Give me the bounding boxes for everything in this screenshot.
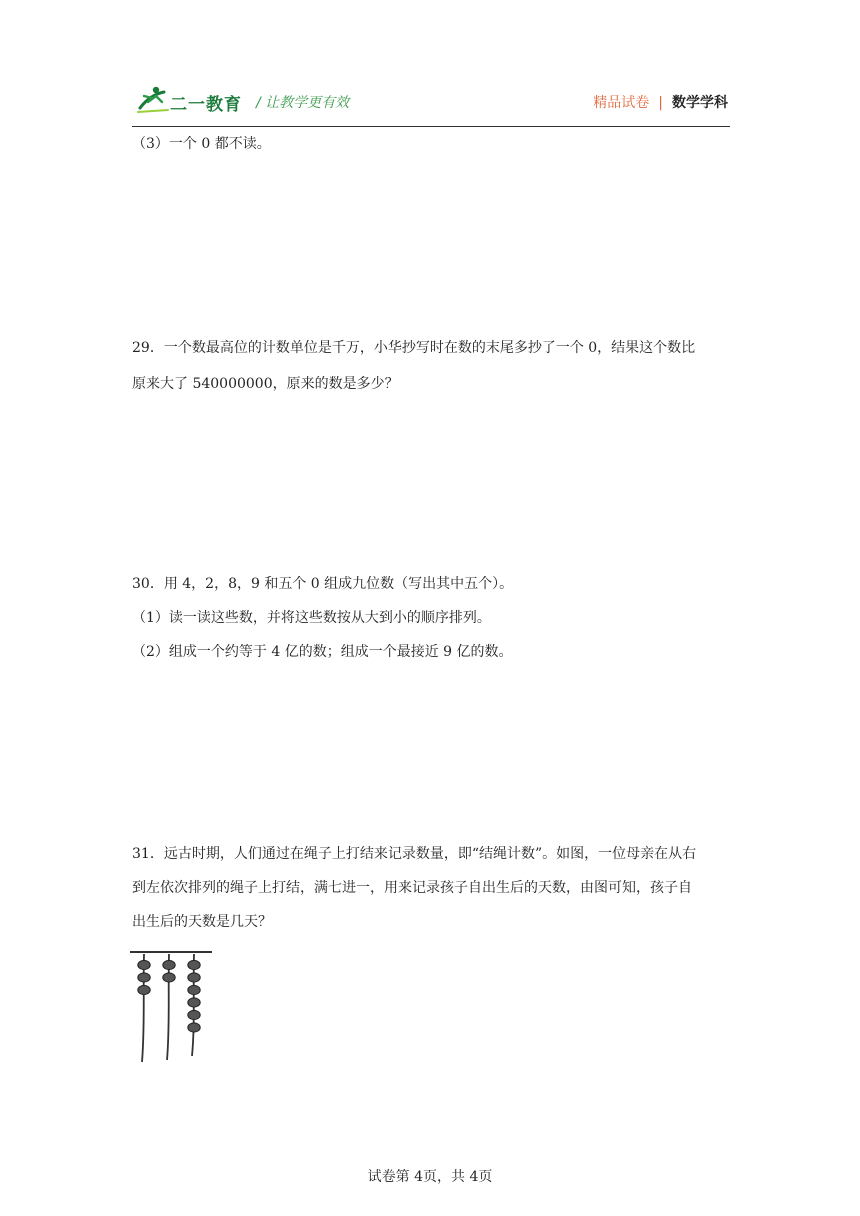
q31-line1: 31．远古时期，人们通过在绳子上打结来记录数量，即“结绳计数”。如图，一位母亲在从右 — [132, 846, 697, 862]
page-footer: 试卷第 4页，共 4页 — [367, 1169, 493, 1185]
rope-1 — [142, 954, 144, 1062]
knot — [188, 1023, 200, 1032]
q29-line2: 原来大了 540000000，原来的数是多少？ — [132, 376, 399, 392]
knotted-rope-figure — [128, 944, 216, 1068]
knot — [188, 973, 200, 982]
knot — [188, 998, 200, 1007]
q30-part2: （2）组成一个约等于 4 亿的数；组成一个最接近 9 亿的数。 — [132, 644, 513, 660]
q30-part1: （1）读一读这些数，并将这些数按从大到小的顺序排列。 — [132, 610, 491, 626]
brand-name: 二一教育 — [170, 95, 242, 115]
quality-tag: 精品试卷 — [593, 95, 650, 111]
q28-part3: （3）一个 0 都不读。 — [132, 136, 271, 152]
knot — [188, 1010, 200, 1019]
q29-line1: 29．一个数最高位的计数单位是千万，小华抄写时在数的末尾多抄了一个 0，结果这个数比 — [132, 340, 696, 356]
knot — [188, 960, 200, 969]
tag-separator: | — [658, 95, 663, 111]
header-tags — [593, 92, 728, 112]
q31-line2: 到左依次排列的绳子上打结，满七进一，用来记录孩子自出生后的天数，由图可知，孩子自 — [132, 880, 692, 896]
header-divider — [132, 126, 730, 127]
brand-slogan: / 让教学更有效 — [256, 95, 350, 111]
q31-line3: 出生后的天数是几天？ — [132, 914, 272, 930]
knot — [138, 985, 150, 994]
knot — [138, 960, 150, 969]
knot — [138, 973, 150, 982]
knot — [163, 960, 175, 969]
subject-tag: 数学学科 — [672, 95, 728, 111]
knot — [163, 973, 175, 982]
q30-stem: 30．用 4，2，8，9 和五个 0 组成九位数（写出其中五个）。 — [132, 576, 514, 592]
knot — [188, 985, 200, 994]
